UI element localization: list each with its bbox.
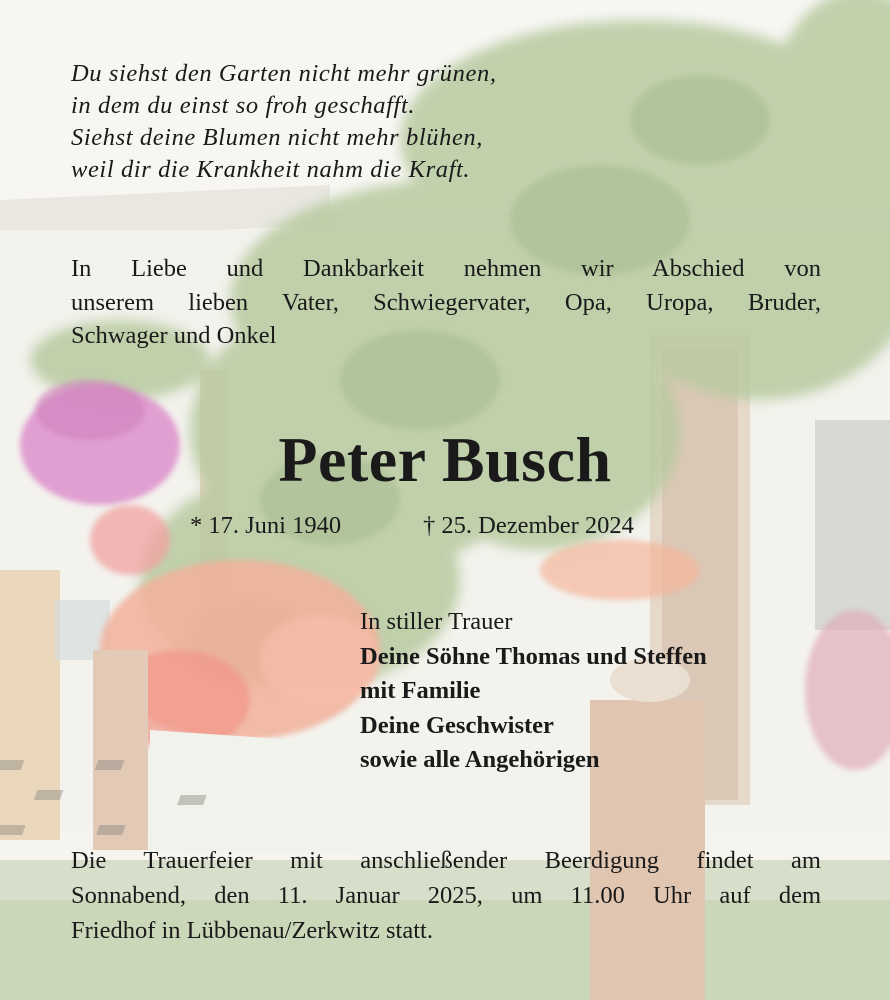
mourner-line: Deine Geschwister: [360, 711, 554, 739]
intro-line: Schwager und Onkel: [71, 322, 277, 349]
farewell-intro: [71, 252, 821, 353]
poem-line: in dem du einst so froh geschafft.: [71, 92, 416, 119]
birth-date: * 17. Juni 1940: [190, 512, 342, 539]
funeral-line: Sonnabend, den 11. Januar 2025, um 11.00 Uhr auf dem: [71, 882, 821, 909]
mourner-line: sowie alle Angehörigen: [360, 746, 600, 773]
death-date: † 25. Dezember 2024: [423, 512, 634, 539]
funeral-line: Die Trauerfeier mit anschließender Beerdigung findet am: [71, 847, 821, 874]
funeral-line: Friedhof in Lübbenau/Zerkwitz statt.: [71, 917, 433, 944]
deceased-name: Peter Busch: [278, 424, 612, 495]
intro-line: In Liebe und Dankbarkeit nehmen wir Abschied von: [71, 255, 821, 282]
poem-line: Siehst deine Blumen nicht mehr blühen,: [71, 124, 483, 151]
poem-line: weil dir die Krankheit nahm die Kraft.: [71, 156, 471, 183]
poem-line: Du siehst den Garten nicht mehr grünen,: [71, 60, 497, 87]
memorial-poem: [71, 58, 711, 186]
intro-line: unserem lieben Vater, Schwiegervater, Opa, Uropa, Bruder,: [71, 288, 821, 316]
mourning-lead: In stiller Trauer: [360, 608, 513, 635]
mourners-block: [360, 605, 840, 778]
funeral-announcement: [71, 843, 821, 948]
mourner-line: mit Familie: [360, 677, 481, 704]
mourner-line: Deine Söhne Thomas und Steffen: [360, 642, 707, 670]
